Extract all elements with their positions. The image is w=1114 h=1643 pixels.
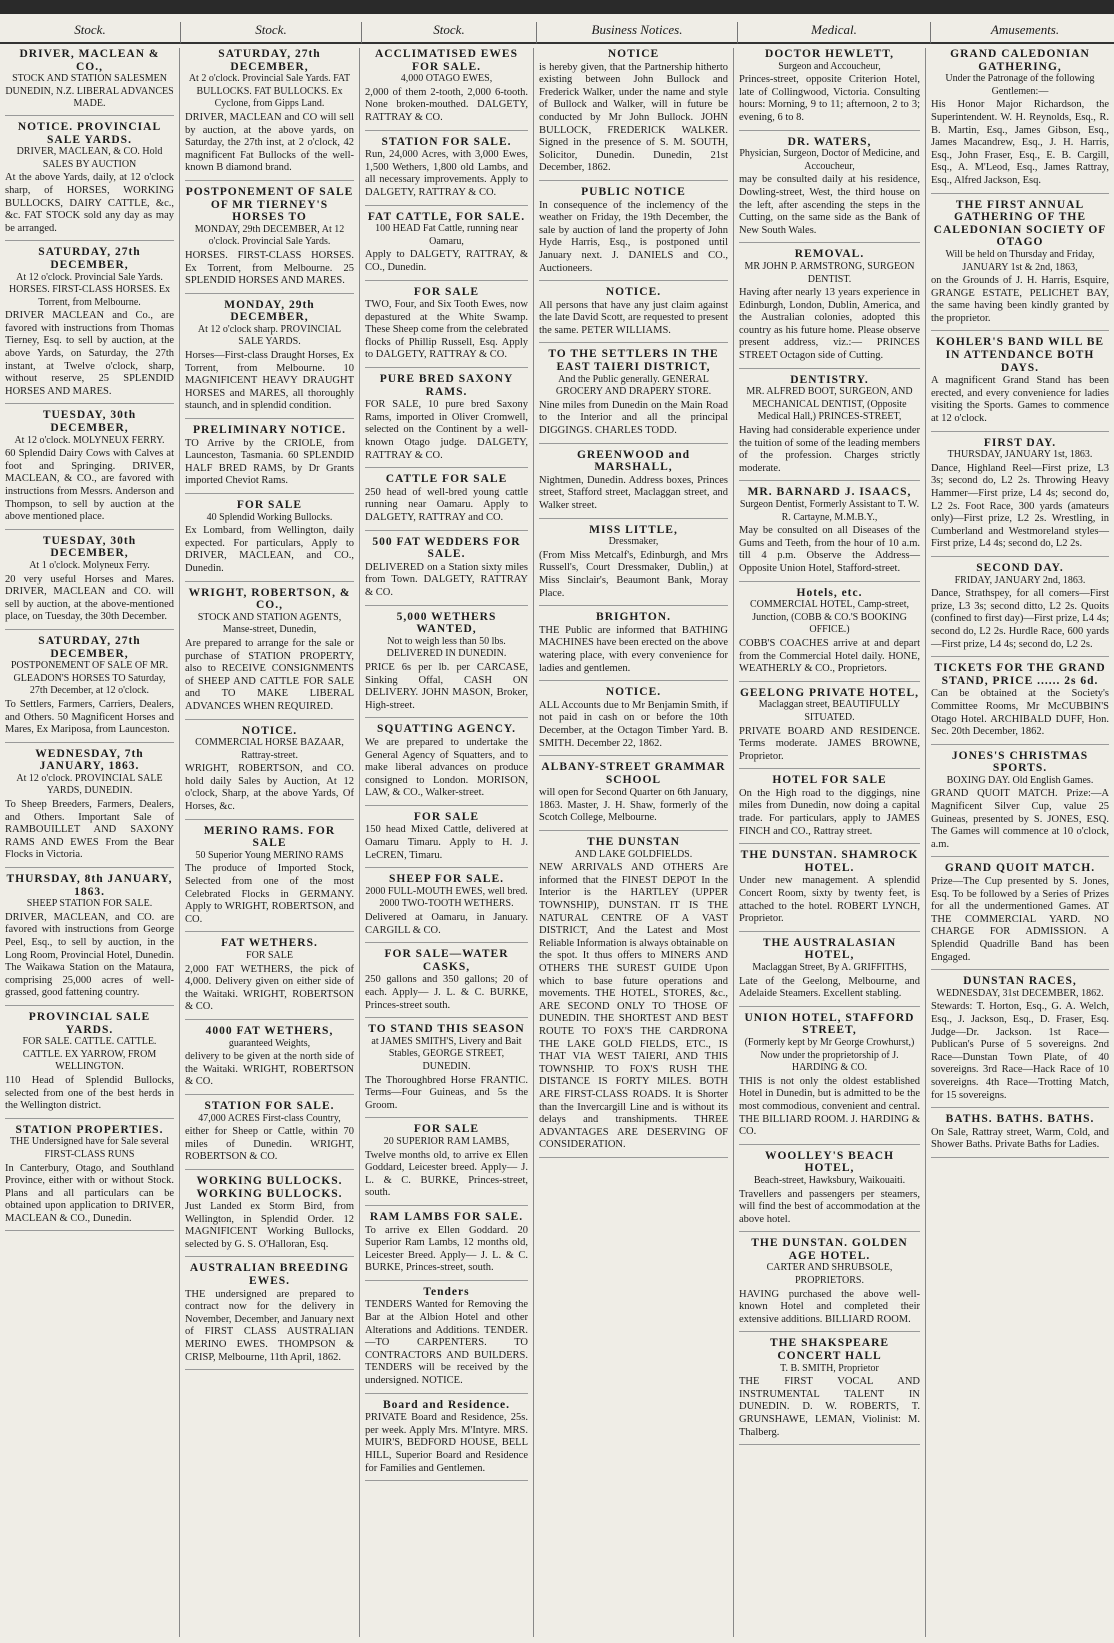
ad-title: PUBLIC NOTICE <box>581 185 686 198</box>
advertisement <box>185 587 354 720</box>
col-heading-5: Medical. <box>738 22 931 44</box>
ad-body: ALL Accounts due to Mr Benjamin Smith, if not paid in cash on or before the 10th December, at the Octagon Timber Yard. B. SMITH. December 22, 1862. <box>539 699 728 749</box>
advertisement <box>365 48 528 131</box>
ad-body: delivery to be given at the north side of the Waitaki. WRIGHT, ROBERTSON & CO. <box>185 1051 354 1088</box>
column-amusements <box>926 48 1114 1637</box>
advertisement <box>931 662 1109 745</box>
ad-subtitle: Surgeon and Accoucheur, <box>778 60 881 72</box>
ad-title: Tenders <box>423 1285 470 1298</box>
ad-title: STATION PROPERTIES. <box>15 1123 164 1136</box>
ad-subtitle: SHEEP STATION FOR SALE. <box>26 898 153 910</box>
advertisement <box>365 1123 528 1206</box>
ad-title: STATION FOR SALE. <box>381 135 512 148</box>
ad-body: THE undersigned are prepared to contract now for the delivery in November, December, and January next of FIRST CLASS AUSTRALIAN MERINO EWES. THOMPSON & CRISP, Melbourne, 11th April, 1862. <box>185 1288 354 1363</box>
ad-title: GEELONG PRIVATE HOTEL, <box>739 686 920 699</box>
ad-body: Travellers and passengers per steamers, will find the best of accommodation at the above hotel. <box>739 1188 920 1225</box>
ad-title: PURE BRED SAXONY RAMS. <box>379 373 514 398</box>
ad-title: UNION HOTEL, STAFFORD STREET, <box>744 1011 915 1037</box>
advertisement <box>365 136 528 206</box>
ad-title: HOTEL FOR SALE <box>772 774 887 787</box>
ad-title: CATTLE FOR SALE <box>385 473 508 486</box>
col-heading-4: Business Notices. <box>537 22 738 44</box>
col-heading-3: Stock. <box>362 22 537 44</box>
advertisement <box>931 1113 1109 1158</box>
ad-title: WEDNESDAY, 7th JANUARY, 1863. <box>35 747 144 773</box>
ad-title: TUESDAY, 30th DECEMBER, <box>42 409 137 435</box>
ad-subtitle: 20 SUPERIOR RAM LAMBS, <box>383 1135 510 1147</box>
ad-body: 60 Splendid Dairy Cows with Calves at foot and Springing. DRIVER, MACLEAN, & CO., are favored with instructions from Messrs. Anderson and Thompson, to sell by auction at the above mentioned place. <box>5 448 174 523</box>
advertisement <box>365 373 528 468</box>
advertisement <box>5 748 174 868</box>
ad-body: Just Landed ex Storm Bird, from Wellington, in Splendid Order. 12 MAGNIFICENT Working Bullocks, selected by G. S. O'Halloran, Esq. <box>185 1201 354 1250</box>
advertisement <box>739 1012 920 1145</box>
ad-body: On Sale, Rattray street, Warm, Cold, and Shower Baths. Private Baths for Ladies. <box>931 1126 1109 1151</box>
advertisement <box>931 562 1109 657</box>
ad-body: Under new management. A splendid Concert Room, sixty by twenty feet, is attached to the hotel. ROBERT LYNCH, Proprietor. <box>739 875 920 925</box>
advertisement <box>5 635 174 743</box>
ad-subtitle: At 12 o'clock sharp. PROVINCIAL SALE YARDS. <box>197 323 342 348</box>
ad-body: PRICE 6s per lb. per CARCASE, Sinking Offal, CASH ON DELIVERY. JOHN MASON, Broker, High-street. <box>365 661 528 711</box>
ad-title: BATHS. BATHS. BATHS. <box>945 1113 1095 1126</box>
ad-body: Princes-street, opposite Criterion Hotel, late of Collingwood, Victoria. Consulting hours: Morning, 9 to 11; afternoon, 2 to 3; evening, 6 to 8. <box>739 74 920 123</box>
advertisement <box>931 750 1109 858</box>
advertisement <box>739 136 920 244</box>
ad-subtitle: Dressmaker, <box>608 536 659 548</box>
col-heading-1: Stock. <box>0 22 181 44</box>
ad-body: 250 head of well-bred young cattle running near Oamaru. Apply to DALGETY, RATTRAY and CO. <box>365 486 528 523</box>
ad-subtitle: 4,000 OTAGO EWES, <box>400 73 493 85</box>
ad-title: FOR SALE <box>236 499 303 511</box>
ad-body: 2,000 FAT WETHERS, the pick of 4,000. Delivery given on either side of the Waitaki. WRIGHT, ROBERTSON & CO. <box>185 963 354 1013</box>
advertisement <box>5 409 174 529</box>
ad-subtitle: COMMERCIAL HOTEL, Camp-street, Junction, (COBB & CO.'S BOOKING OFFICE.) <box>749 599 910 636</box>
advertisement <box>739 774 920 844</box>
ad-body: DRIVER MACLEAN and Co., are favored with instructions from Thomas Tierney, Esq. to sell by auction, at the above Yards, on Saturday, the 27th instant, at Twelve o'clock, sharp, without reserve, 25 SPLENDID HORSES AND MARES. <box>5 310 174 397</box>
advertisement <box>539 186 728 281</box>
ad-body: PRIVATE BOARD AND RESIDENCE. Terms moderate. JAMES BROWNE, Proprietor. <box>739 725 920 762</box>
ad-subtitle: At 12 o'clock. MOLYNEUX FERRY. <box>14 434 165 446</box>
ad-subtitle: FRIDAY, JANUARY 2nd, 1863. <box>954 574 1086 586</box>
ad-subtitle: Maclaggan street, BEAUTIFULLY SITUATED. <box>758 699 901 723</box>
advertisement <box>365 473 528 530</box>
advertisement <box>185 1025 354 1095</box>
advertisement <box>931 862 1109 970</box>
advertisement <box>739 1337 920 1445</box>
advertisement <box>185 186 354 294</box>
ad-subtitle: Maclaggan Street, By A. GRIFFITHS, <box>752 962 907 973</box>
ad-subtitle: At 12 o'clock. Provincial Sale Yards. HORSES. FIRST-CLASS HORSES. Ex Torrent, from Melbourne. <box>8 271 171 308</box>
ad-body: THE FIRST VOCAL AND INSTRUMENTAL TALENT IN DUNEDIN. D. W. ROBERTS, T. GRUNSHAWE, LEMAN, Violinist: M. Thalberg. <box>739 1376 920 1438</box>
advertisement <box>185 424 354 494</box>
ad-title: ACCLIMATISED EWES FOR SALE. <box>375 48 518 73</box>
advertisement <box>539 524 728 607</box>
ad-title: DRIVER, MACLEAN & CO., <box>19 48 160 73</box>
ad-title: JONES'S CHRISTMAS SPORTS. <box>951 749 1089 775</box>
advertisement <box>539 686 728 756</box>
ad-body: COBB'S COACHES arrive at and depart from the Commercial Hotel daily. HONE, WEATHERLY & CO., Proprietors. <box>739 637 920 675</box>
ad-title: THE AUSTRALASIAN HOTEL, <box>762 936 897 962</box>
ad-title: DENTISTRY. <box>790 373 869 386</box>
ad-body: A magnificent Grand Stand has been erected, and every convenience for ladies visiting the Sports. Games to commence at 12 o'clock. <box>931 375 1109 425</box>
ad-title: PROVINCIAL SALE YARDS. <box>28 1010 151 1036</box>
ad-title: FIRST DAY. <box>983 436 1057 449</box>
ad-subtitle: (Formerly kept by Mr George Crowhurst,) Now under the proprietorship of J. HARDING & CO. <box>744 1036 915 1074</box>
column-stock-2 <box>180 48 360 1637</box>
advertisement <box>739 587 920 682</box>
ad-body: TENDERS Wanted for Removing the Bar at the Albion Hotel and other Alterations and Additions. TENDER.—TO CARPENTERS. TO CONTRACTORS AND BUILDERS. TENDERS will be received by the undersigned. NOTICE. <box>365 1299 528 1387</box>
ad-body: FOR SALE, 10 pure bred Saxony Rams, imported in Oliver Cromwell, selected on the Continent by a well-known Otago judge. DALGETY, RATTRAY & CO. <box>365 399 528 461</box>
ad-title: DR. WATERS, <box>787 135 872 148</box>
column-headings <box>0 22 1114 44</box>
ad-body: All persons that have any just claim against the late David Scott, are requested to present the same. PETER WILLIAMS. <box>539 299 728 336</box>
advertisement <box>365 723 528 806</box>
ad-title: MERINO RAMS. FOR SALE <box>203 824 336 850</box>
ad-title: Hotels, etc. <box>796 586 863 599</box>
advertisement <box>739 486 920 581</box>
ad-title: ALBANY-STREET GRAMMAR SCHOOL <box>541 761 726 786</box>
ad-subtitle: DRIVER, MACLEAN, & CO. Hold SALES BY AUCTION <box>16 146 163 170</box>
ad-body: Are prepared to arrange for the sale or purchase of STATION PROPERTY, also to RECEIVE CONSIGNMENTS of SHEEP AND CATTLE FOR SALE and TO MAKE LIBERAL ADVANCES WHEN REQUIRED. <box>185 637 354 712</box>
ad-subtitle: 40 Splendid Working Bullocks. <box>206 511 333 523</box>
ad-subtitle: Will be held on Thursday and Friday, JANUARY 1st & 2nd, 1863, <box>945 248 1095 273</box>
ad-title: GRAND CALEDONIAN GATHERING, <box>950 48 1090 73</box>
ad-body: may be consulted daily at his residence, Dowling-street, West, the third house on the left, after ascending the steps in the Cutting, on the same side as the Bank of New South Wales. <box>739 174 920 236</box>
ad-body: on the Grounds of J. H. Harris, Esquire, GRANGE ESTATE, PELICHET BAY, the same having been kindly granted by the proprietor. <box>931 275 1109 324</box>
ad-title: TO STAND THIS SEASON <box>368 1023 525 1036</box>
ad-body: In Canterbury, Otago, and Southland Province, either with or without Stock. Plans and all particulars can be obtained upon application to DRIVER, MACLEAN & CO., Dunedin. <box>5 1162 174 1224</box>
ad-subtitle: AND LAKE GOLDFIELDS. <box>574 848 693 860</box>
advertisement <box>5 873 174 1006</box>
ad-body: Can be obtained at the Society's Committee Rooms, Mr McCUBBIN'S Otago Hotel. ARCHIBALD DUFF, Hon. Sec. 20th December, 1862. <box>931 688 1109 738</box>
ad-body: NEW ARRIVALS AND OTHERS Are informed that the FINEST DEPOT In the Interior is the HARTLEY (UPPER TOWNSHIP), DUNSTAN. IT IS THE NATURAL CENTRE OF A VAST DISTRICT, And the Latest and Most Reliable Information is always obtainable on the spot. It thus offers to MINERS AND OTHERS THE SUREST GUIDE Upon which to base future operations and movements. THE HOTEL, STORES, &c., ARE SECOND ONLY TO THOSE OF DUNEDIN. THE SHORTEST AND BEST ROUTE TO FOX'S THE CARDRONA THE LAKE GOLD FIELDS, ETC., IS THAT VIA WEST TAIERI, AND THIS TOWNSHIP. TO FOX'S RUSH THE DISTANCE IS FORTY MILES. BOTH ARE FIRST-CLASS ROADS. It is Shorter than the Invercargill Line and is without its delays and transhipments. THREE ADVANTAGES ARE DESERVING OF CONSIDERATION. <box>539 862 728 1151</box>
advertisement <box>931 437 1109 557</box>
ad-body: Nine miles from Dunedin on the Main Road to the Interior and all the principal DIGGINGS. CHARLES TODD. <box>539 399 728 437</box>
ad-title: MISS LITTLE, <box>589 523 678 536</box>
advertisement <box>539 761 728 831</box>
advertisement <box>739 849 920 932</box>
ad-body: To Settlers, Farmers, Carriers, Dealers, and Others. 50 Magnificent Horses and Mares, Ex Mariposa, from Launceston. <box>5 698 174 736</box>
advertisement <box>931 975 1109 1108</box>
ad-title: KOHLER'S BAND WILL BE IN ATTENDANCE BOTH DAYS. <box>935 336 1105 374</box>
ad-body: DRIVER, MACLEAN and CO will sell by auction, at the above yards, on Saturday, the 27th inst, at 2 o'clock, 42 magnificent Fat Bullocks of the well-known B diamond brand. <box>185 111 354 174</box>
ad-body: TWO, Four, and Six Tooth Ewes, now depastured at the White Swamp. These Sheep come from the celebrated flocks of Phillip Russell, Esq. Apply to DALGETY, RATTRAY & CO. <box>365 299 528 361</box>
ad-title: SATURDAY, 27th DECEMBER, <box>38 246 141 271</box>
ad-subtitle: BOXING DAY. Old English Games. <box>946 774 1094 786</box>
ad-title: AUSTRALIAN BREEDING EWES. <box>189 1262 350 1288</box>
ad-title: SQUATTING AGENCY. <box>376 723 517 736</box>
advertisement <box>739 937 920 1007</box>
ad-subtitle: MR JOHN P. ARMSTRONG, SURGEON DENTIST. <box>744 260 915 285</box>
ad-body: Run, 24,000 Acres, with 3,000 Ewes, 1,500 Wethers, 1,800 old Lambs, and all necessary improvements. Apply to DALGETY, RATTRAY & CO. <box>365 149 528 198</box>
ad-body: WRIGHT, ROBERTSON, and CO. hold daily Sales by Auction, At 12 o'clock, Sharp, at the above Yards, Of Horses, &c. <box>185 763 354 813</box>
advertisement <box>539 286 728 343</box>
ad-title: SATURDAY, 27th DECEMBER, <box>218 48 321 73</box>
advertisement <box>365 1023 528 1118</box>
advertisement <box>185 725 354 820</box>
advertisement <box>185 299 354 419</box>
ad-title: WRIGHT, ROBERTSON, & CO., <box>188 586 351 612</box>
ad-subtitle: THURSDAY, JANUARY 1st, 1863. <box>947 449 1093 461</box>
ad-title: FOR SALE <box>413 285 480 298</box>
ad-body: Prize—The Cup presented by S. Jones, Esq. To be followed by a Series of Prizes for all the undermentioned Games. AT THE COMMERCIAL YARD. NO CHARGE FOR ADMISSION. A Splendid Quadrille Band has been Engaged. <box>931 876 1109 963</box>
advertisement <box>185 825 354 933</box>
advertisement <box>185 1262 354 1370</box>
ad-title: PRELIMINARY NOTICE. <box>193 424 346 437</box>
ad-body: 2,000 of them 2-tooth, 2,000 6-tooth. None broken-mouthed. DALGETY, RATTRAY & CO. <box>365 86 528 123</box>
ad-body: Dance, Highland Reel—First prize, L3 3s; second do, L2 2s. Throwing Heavy Hammer—First prize, L4 4s; second do, L2 2s. Foot Race, 300 yards (amateurs only)—First prize, L2 2s. Wrestling, in Cumberland and Westmoreland styles—First prize, L4 4s; second do, L2 2s. <box>931 462 1109 550</box>
col-heading-2: Stock. <box>181 22 362 44</box>
ad-subtitle: 47,000 ACRES First-class Country, <box>198 1112 341 1124</box>
ad-title: TUESDAY, 30th DECEMBER, <box>42 534 137 560</box>
advertisement <box>365 811 528 868</box>
advertisement <box>365 1211 528 1281</box>
ad-subtitle: And the Public generally. GENERAL GROCERY AND DRAPERY STORE. <box>555 373 712 398</box>
advertisement <box>365 611 528 719</box>
ad-title: NOTICE. <box>605 286 662 299</box>
advertisement <box>931 336 1109 431</box>
advertisement <box>5 1011 174 1119</box>
ad-body: THE Public are informed that BATHING MACHINES have been erected on the above watering place, with every convenience for ladies and gentlemen. <box>539 624 728 674</box>
ad-title: SATURDAY, 27th DECEMBER, <box>38 634 141 660</box>
ad-title: THE DUNSTAN. SHAMROCK HOTEL. <box>740 849 919 874</box>
ad-subtitle: guaranteed Weights, <box>228 1037 311 1049</box>
ad-body: Stewards: T. Horton, Esq., G. A. Welch, Esq., J. Jackson, Esq., D. Fraser, Esq. Judge—Dr. Jackson. 1st Race—Publican's Purse of 5 sovereigns. 2nd Race—Dunstan Town Plate, of 40 sovereigns. 3rd Race—Hack Race of 10 sovereigns. 4th Race—Trotting Match, for 15 sovereigns. <box>931 1001 1109 1101</box>
ad-subtitle: 100 HEAD Fat Cattle, running near Oamaru, <box>375 223 518 247</box>
advertisement <box>5 1124 174 1232</box>
advertisement <box>185 937 354 1020</box>
ad-subtitle: Beach-street, Hawksbury, Waikouaiti. <box>753 1174 906 1186</box>
ad-subtitle: WEDNESDAY, 31st DECEMBER, 1862. <box>936 987 1104 999</box>
ad-subtitle: THE Undersigned have for Sale several FIRST-CLASS RUNS <box>9 1136 170 1160</box>
ad-subtitle: POSTPONEMENT OF SALE OF MR. GLEADON'S HORSES TO Saturday, 27th December, at 12 o'clock. <box>10 660 169 697</box>
column-stock-3 <box>360 48 534 1637</box>
ad-body: On the High road to the diggings, nine miles from Dunedin, now doing a capital trade. For particulars, apply to JAMES FINCH and CO., Rattray street. <box>739 787 920 837</box>
ad-subtitle: MR. ALFRED BOOT, SURGEON, AND MECHANICAL DENTIST, (Opposite Medical Hall,) PRINCES-STREET, <box>746 386 913 423</box>
ad-body: To Sheep Breeders, Farmers, Dealers, and Others. Important Sale of RAMBOUILLET AND SAXONY RAMS AND EWES From the Bear Flocks in Victoria. <box>5 799 174 861</box>
advertisement <box>5 121 174 241</box>
ad-body: To arrive ex Ellen Goddard. 20 Superior Ram Lambs, 12 months old, Leicester Breed. Apply— J. L. & C. BURKE, Princes-street, south. <box>365 1224 528 1274</box>
advertisement <box>539 48 728 181</box>
ad-title: TO THE SETTLERS IN THE EAST TAIERI DISTRICT, <box>548 348 719 374</box>
advertisement <box>365 948 528 1018</box>
ad-body: Having had considerable experience under the tuition of some of the leading members of the profession. Charges strictly moderate. <box>739 425 920 474</box>
ad-subtitle: At 2 o'clock. Provincial Sale Yards. FAT BULLOCKS. FAT BULLOCKS. Ex Cyclone, from Gipps Land. <box>188 73 351 110</box>
advertisement <box>5 48 174 116</box>
ad-body: 20 very useful Horses and Mares. DRIVER, MACLEAN and CO. will sell by auction, at the above-mentioned place, on Tuesday, the 30th December. <box>5 573 174 623</box>
advertisement <box>739 687 920 770</box>
advertisement <box>539 348 728 443</box>
ad-title: GRAND QUOIT MATCH. <box>944 862 1096 875</box>
ad-subtitle: Physician, Surgeon, Doctor of Medicine, and Accoucheur, <box>739 148 920 172</box>
ad-subtitle: STOCK AND STATION AGENTS, Manse-street, Dunedin, <box>197 611 342 636</box>
ad-body: (From Miss Metcalf's, Edinburgh, and Mrs Russell's, Court Dressmaker, Dublin,) at Miss Sinclair's, Beaumont Bank, Moray Place. <box>539 549 728 599</box>
ad-title: NOTICE <box>607 48 660 60</box>
ad-subtitle: Not to weigh less than 50 lbs. DELIVERED IN DUNEDIN. <box>386 635 507 660</box>
advertisement <box>739 374 920 482</box>
advertisement <box>185 1100 354 1170</box>
ad-body: Late of the Geelong, Melbourne, and Adelaide Steamers. Excellent stabling. <box>739 975 920 1000</box>
column-medical <box>734 48 926 1637</box>
ad-body: In consequence of the inclemency of the weather on Friday, the 19th December, the sale by auction of land the property of John Hyde Harris, Esq., is postponed until January next. J. DANIELS and CO., Auctioneers. <box>539 199 728 274</box>
ad-title: DOCTOR HEWLETT, <box>765 48 894 60</box>
ad-title: RAM LAMBS FOR SALE. <box>369 1210 524 1223</box>
ad-subtitle: Under the Patronage of the following Gentlemen:— <box>945 73 1095 97</box>
ad-title: 500 FAT WEDDERS FOR SALE. <box>372 535 521 561</box>
advertisement <box>365 286 528 369</box>
ad-body: GRAND QUOIT MATCH. Prize:—A Magnificent Silver Cup, value 25 Guineas, presented by S. JONES, ESQ. The Games will commence at 10 o'clock, a.m. <box>931 788 1109 850</box>
ad-title: FOR SALE <box>413 1123 480 1136</box>
ad-body: We are prepared to undertake the General Agency of Squatters, and to make liberal advances on produce consigned to London. MORISON, LAW, & CO., Walker-street. <box>365 736 528 799</box>
advertisement <box>739 48 920 131</box>
ad-body: Twelve months old, to arrive ex Ellen Goddard, Leicester breed. Apply— J. L. & C. BURKE, Princes-street, south. <box>365 1149 528 1199</box>
ad-title: WOOLLEY'S BEACH HOTEL, <box>764 1149 895 1175</box>
ad-body: Nightmen, Dunedin. Address boxes, Princes street, Stafford street, Maclaggan street, and Walker street. <box>539 474 728 511</box>
ad-title: 4000 FAT WETHERS, <box>205 1024 334 1037</box>
advertisement <box>739 1237 920 1332</box>
advertisement <box>365 536 528 606</box>
ad-body: 110 Head of Splendid Bullocks, selected from one of the best herds in the Wellington district. <box>5 1074 174 1112</box>
ad-title: 5,000 WETHERS WANTED, <box>396 610 497 636</box>
ad-body: DRIVER, MACLEAN, and CO. are favored with instructions from George Peel, Esq., to sell by auction, in the Long Room, Provincial Hotel, Dunedin. The Waikawa Station on the Mataura, comprising 25,000 acres of well-grassed, good fattening country. <box>5 911 174 999</box>
ad-title: TICKETS FOR THE GRAND STAND, PRICE ...... 2s 6d. <box>934 662 1106 687</box>
ad-title: Board and Residence. <box>382 1398 511 1411</box>
advertisement <box>739 1150 920 1233</box>
ad-body: Horses—First-class Draught Horses, Ex Torrent, from Melbourne. 10 MAGNIFICENT HEAVY DRAUGHT HORSES and MARES, all thoroughly staunch, and in splendid condition. <box>185 350 354 412</box>
ad-body: The produce of Imported Stock, Selected from one of the most Celebrated Flocks in GERMANY. Apply to WRIGHT, ROBERTSON, and CO. <box>185 863 354 925</box>
ad-title: WORKING BULLOCKS. WORKING BULLOCKS. <box>196 1174 343 1200</box>
column-business-notices <box>534 48 734 1637</box>
ad-title: MR. BARNARD J. ISAACS, <box>747 486 912 499</box>
ad-body: THIS is not only the oldest established Hotel in Dunedin, but is admitted to be the most commodious, convenient and central. THE BILLIARD ROOM. J. HARDING & CO. <box>739 1075 920 1138</box>
advertisement <box>931 48 1109 194</box>
ad-subtitle: At 1 o'clock. Molyneux Ferry. <box>29 559 150 571</box>
advertisement <box>5 535 174 630</box>
ad-body: Apply to DALGETY, RATTRAY, & CO., Dunedin. <box>365 249 528 273</box>
ad-title: NOTICE. PROVINCIAL SALE YARDS. <box>17 120 162 146</box>
ad-subtitle: 2000 FULL-MOUTH EWES, well bred. 2000 TWO-TOOTH WETHERS. <box>365 885 528 910</box>
advertisement <box>365 1286 528 1394</box>
advertisement <box>539 836 728 1158</box>
ad-title: NOTICE. <box>605 686 662 699</box>
ad-title: MONDAY, 29th DECEMBER, <box>224 298 315 324</box>
advertisement <box>739 248 920 368</box>
page-top-edge <box>0 0 1114 14</box>
advertisement <box>931 199 1109 332</box>
ad-body: The Thoroughbred Horse FRANTIC. Terms—Four Guineas, and 5s the Groom. <box>365 1074 528 1111</box>
ad-subtitle: MONDAY, 29th DECEMBER, At 12 o'clock. Provincial Sale Yards. <box>194 223 345 248</box>
ad-body: DELIVERED on a Station sixty miles from Town. DALGETY, RATTRAY & CO. <box>365 561 528 598</box>
ad-title: GREENWOOD and MARSHALL, <box>576 448 690 474</box>
ad-body: May be consulted on all Diseases of the Gums and Teeth, from the hour of 10 a.m. till 4 p.m. Observe the Address— Opposite Union Hotel, Stafford-street. <box>739 525 920 574</box>
advertisement <box>185 1175 354 1258</box>
ad-subtitle: At 12 o'clock. PROVINCIAL SALE YARDS, DUNEDIN. <box>16 772 163 797</box>
ad-body: is hereby given, that the Partnership hitherto existing between John Bullock and Frederick Walker, under the name and style of Bullock and Walker, will in future be conducted by Mr John Bullock. JOHN BULLOCK, FREDERICK WALKER. Signed in the presence of S. M. SOUTH, Solicitor, Dunedin. Dunedin, 21st December, 1862. <box>539 61 728 174</box>
advertisement <box>365 1399 528 1482</box>
ad-title: THE DUNSTAN <box>587 836 680 849</box>
ad-title: THURSDAY, 8th JANUARY, 1863. <box>6 873 173 898</box>
ad-title: THE SHAKSPEARE CONCERT HALL <box>769 1337 890 1363</box>
ad-title: THE FIRST ANNUAL GATHERING OF THE CALEDONIAN SOCIETY OF OTAGO <box>933 198 1107 249</box>
ad-body: Having after nearly 13 years experience in Edinburgh, London, Dublin, America, and the Australian colonies, adopted this country as his future home. Please observe present address, viz.:— PRINCES STREET Octagon side of Cutting. <box>739 287 920 362</box>
advertisement <box>5 246 174 404</box>
ad-subtitle: at JAMES SMITH'S, Livery and Bait Stables, GEORGE STREET, DUNEDIN. <box>371 1035 522 1072</box>
ad-subtitle: T. B. SMITH, Proprietor <box>780 1362 879 1374</box>
ad-body: At the above Yards, daily, at 12 o'clock sharp, of HORSES, WORKING BULLOCKS, DAIRY CATTLE, &c., &c. FAT STOCK sold any day as may be arranged. <box>5 172 174 234</box>
ad-body: His Honor Major Richardson, the Superintendent. W. H. Reynolds, Esq., R. B. Martin, Esq., James Gibson, Esq., James Macandrew, Esq., J. H. Harris, Esq., John Fraser, Esq., E. B. Cargill, Esq., A. M'Leod, Esq., James Rattray, Esq., Alfred Jackson, Esq. <box>931 99 1109 186</box>
ad-subtitle: 50 Superior Young MERINO RAMS <box>195 849 344 861</box>
ad-title: STATION FOR SALE. <box>204 1099 335 1112</box>
ad-title: SHEEP FOR SALE. <box>388 873 504 886</box>
ad-title: FOR SALE—WATER CASKS, <box>384 948 509 973</box>
ad-title: THE DUNSTAN. GOLDEN AGE HOTEL. <box>751 1237 908 1262</box>
ad-body: TO Arrive by the CRIOLE, from Launceston, Tasmania. 60 SPLENDID HALF BRED RAMS, by Dr Grants imported Cheviot Rams. <box>185 437 354 487</box>
advertisement <box>365 873 528 943</box>
ad-body: Delivered at Oamaru, in January. CARGILL & CO. <box>365 912 528 936</box>
ad-title: BRIGHTON. <box>596 611 671 624</box>
col-heading-6: Amusements. <box>931 22 1114 44</box>
advertisement <box>185 48 354 181</box>
ad-body: 250 gallons and 350 gallons; 20 of each. Apply— J. L. & C. BURKE, Princes-street south. <box>365 974 528 1011</box>
ad-subtitle: Surgeon Dentist, Formerly Assistant to T. W. R. Cartayne, M.M.B.Y., <box>739 499 920 523</box>
ad-body: HORSES. FIRST-CLASS HORSES. Ex Torrent, from Melbourne. 25 SPLENDID HORSES AND MARES. <box>185 249 354 287</box>
ad-body: HAVING purchased the above well-known Hotel and completed their extensive additions. BILLIARD ROOM. <box>739 1288 920 1325</box>
ad-title: FAT CATTLE, FOR SALE. <box>367 210 526 223</box>
ad-title: FOR SALE <box>413 810 480 823</box>
ad-body: 150 head Mixed Cattle, delivered at Oamaru Timaru. Apply to H. J. LeCREN, Timaru. <box>365 824 528 861</box>
ad-title: FAT WETHERS. <box>221 937 318 950</box>
ad-body: PRIVATE Board and Residence, 25s. per week. Apply Mrs. M'Intyre. MRS. MUIR'S, BEDFORD HOUSE, BELL HILL, Superior Board and Residence for Families and Gentlemen. <box>365 1412 528 1474</box>
ad-subtitle: STOCK AND STATION SALESMEN DUNEDIN, N.Z. LIBERAL ADVANCES MADE. <box>5 73 174 110</box>
advertisement <box>539 449 728 519</box>
column-stock-1 <box>0 48 180 1637</box>
ad-subtitle: CARTER AND SHRUBSOLE, PROPRIETORS. <box>766 1262 893 1287</box>
ad-subtitle: FOR SALE. CATTLE. CATTLE. CATTLE. EX YARROW, FROM WELLINGTON. <box>22 1036 157 1073</box>
advertisement <box>185 499 354 582</box>
advertisement <box>365 211 528 281</box>
ad-subtitle: COMMERCIAL HORSE BAZAAR, Rattray-street. <box>195 737 344 761</box>
ad-body: Dance, Strathspey, for all comers—First prize, L3 3s; second ditto, L2 2s. Quoits (confined to first day)—First prize, L4 4s; second do, L2 2s. Hurdle Race, 600 yards—First prize, L4 4s; second do, L2 2s. <box>931 588 1109 650</box>
ad-title: SECOND DAY. <box>976 561 1064 574</box>
ad-body: Ex Lombard, from Wellington, daily expected. For particulars, Apply to DRIVER, MACLEAN, and CO., Dunedin. <box>185 525 354 574</box>
ad-body: will open for Second Quarter on 6th January, 1863. Master, J. H. Shaw, formerly of the Scotch College, Melbourne. <box>539 787 728 824</box>
ad-title: DUNSTAN RACES, <box>963 975 1077 988</box>
ad-title: POSTPONEMENT OF SALE OF MR TIERNEY'S HORSES TO <box>185 185 354 224</box>
ad-body: either for Sheep or Cattle, within 70 miles of Dunedin. WRIGHT, ROBERTSON & CO. <box>185 1126 354 1163</box>
advertisement <box>539 611 728 681</box>
ad-title: REMOVAL. <box>794 248 865 261</box>
ad-subtitle: FOR SALE <box>246 950 293 961</box>
ad-title: NOTICE. <box>241 724 298 737</box>
